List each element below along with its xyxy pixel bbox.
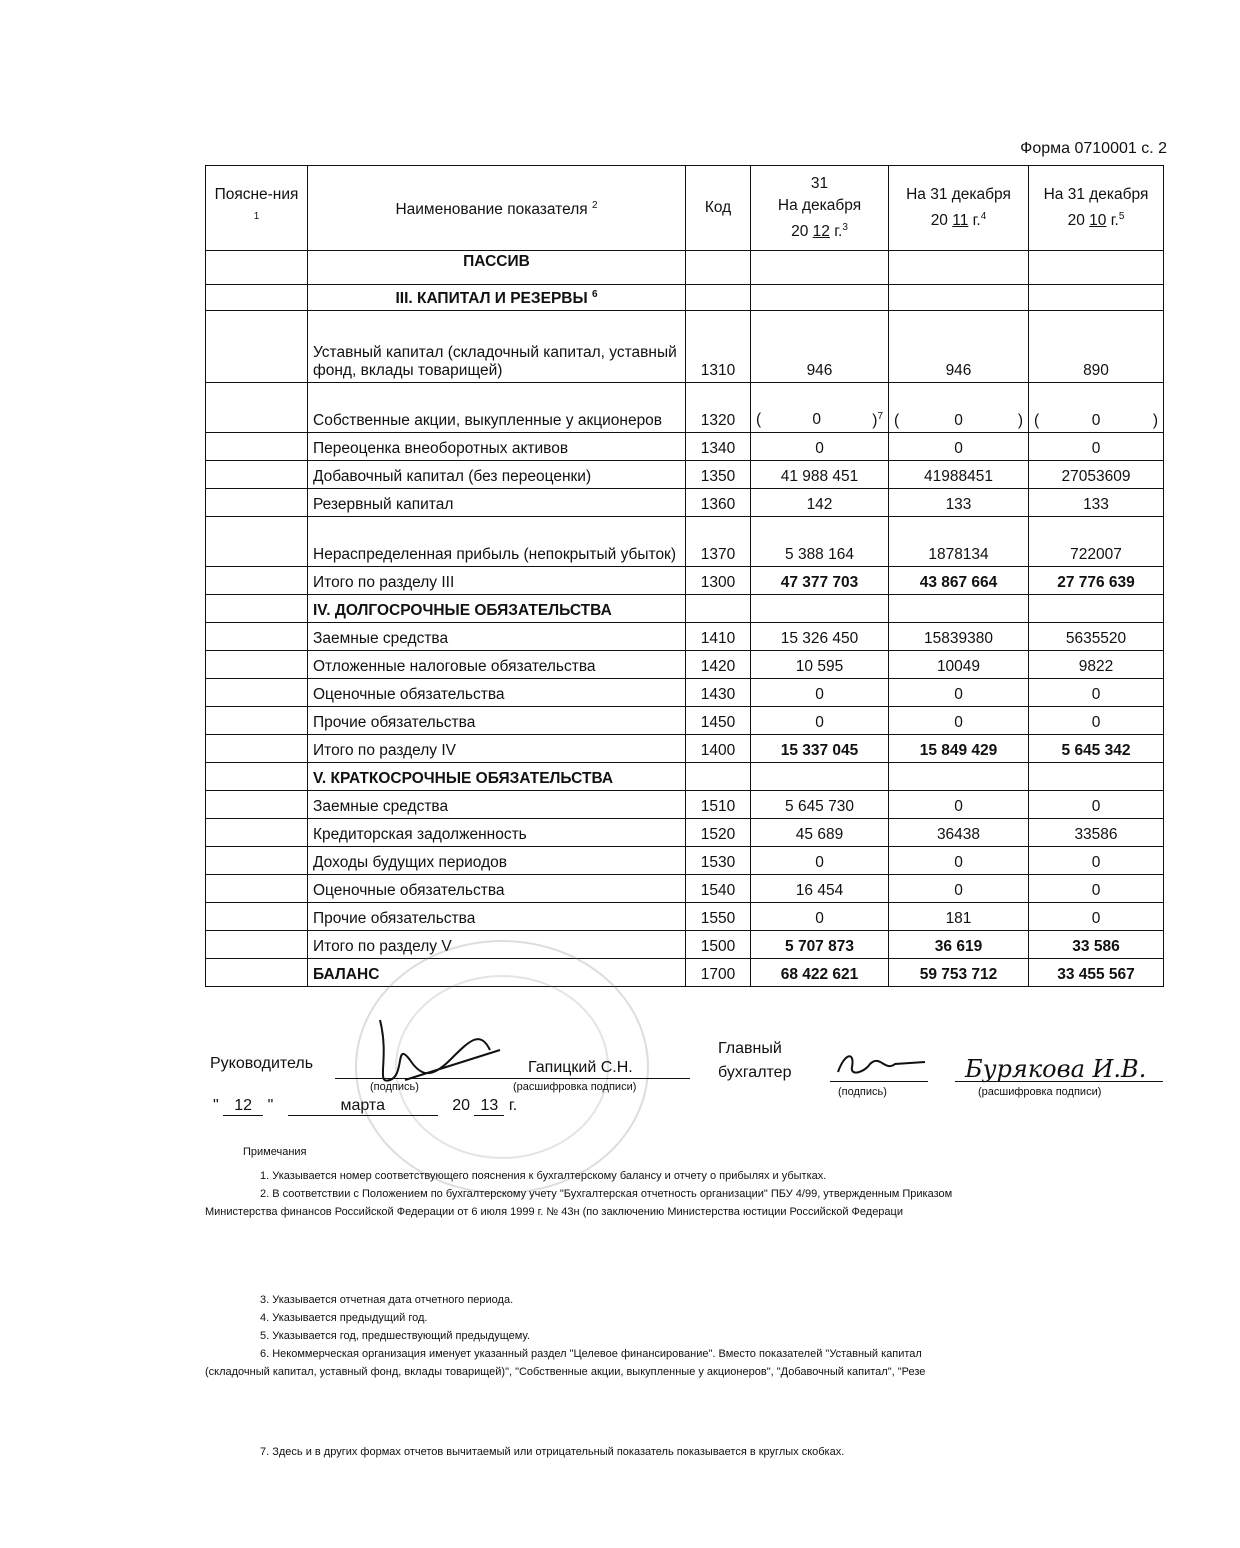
value-2012: 15 326 450: [751, 623, 889, 651]
section-heading-row: [206, 595, 1164, 623]
value-2012: 0: [751, 433, 889, 461]
header-row: [206, 166, 1164, 251]
value-2011: 0: [889, 847, 1029, 875]
value-2011: [889, 251, 1029, 285]
indicator-name: Доходы будущих периодов: [308, 847, 686, 875]
value-2011: 43 867 664: [889, 567, 1029, 595]
value-2011: 36438: [889, 819, 1029, 847]
value-2010: 0: [1029, 903, 1164, 931]
header-period-2010: На 31 декабря 20 10 г.$^5$: [1029, 166, 1164, 251]
value-2012: [751, 595, 889, 623]
value-2010: 890: [1029, 311, 1164, 383]
section-4-title: IV. ДОЛГОСРОЧНЫЕ ОБЯЗАТЕЛЬСТВА: [308, 595, 686, 623]
indicator-name: Оценочные обязательства: [308, 875, 686, 903]
value-2012: 16 454: [751, 875, 889, 903]
chief-decode-caption: (расшифровка подписи): [978, 1086, 1102, 1098]
date-line: " 12 " марта 20 13 г.: [213, 1097, 518, 1114]
table-row: [206, 707, 1164, 735]
value-2012: 41 988 451: [751, 461, 889, 489]
value-2011: 15 849 429: [889, 735, 1029, 763]
notes-cell: [206, 903, 308, 931]
notes-cell: [206, 433, 308, 461]
row-code: 1320: [686, 383, 751, 433]
row-code: 1520: [686, 819, 751, 847]
value-2012: 0: [751, 847, 889, 875]
row-code: 1360: [686, 489, 751, 517]
value-2010: 133: [1029, 489, 1164, 517]
table-row: [206, 931, 1164, 959]
header-notes: Поясне-ния $^1$: [206, 166, 308, 251]
row-code: 1410: [686, 623, 751, 651]
table-row: [206, 875, 1164, 903]
notes-cell: [206, 567, 308, 595]
table-row: [206, 903, 1164, 931]
row-code: 1500: [686, 931, 751, 959]
indicator-name: Собственные акции, выкупленные у акционеров: [308, 383, 686, 433]
value-2010: 0: [1029, 707, 1164, 735]
value-2011: [889, 285, 1029, 311]
section-heading-row: [206, 763, 1164, 791]
table-row: [206, 311, 1164, 383]
value-2011: ( 0 ): [889, 383, 1029, 433]
value-2011: 0: [889, 791, 1029, 819]
value-2011: 36 619: [889, 931, 1029, 959]
table-row: [206, 433, 1164, 461]
notes-cell: [206, 931, 308, 959]
value-2010: 0: [1029, 679, 1164, 707]
notes-cell: [206, 383, 308, 433]
value-2011: 133: [889, 489, 1029, 517]
value-2010: 0: [1029, 847, 1164, 875]
notes-cell: [206, 517, 308, 567]
head-decode-caption: (расшифровка подписи): [513, 1081, 637, 1093]
indicator-name: Прочие обязательства: [308, 707, 686, 735]
row-code: [686, 595, 751, 623]
notes-cell: [206, 623, 308, 651]
value-2011: 1878134: [889, 517, 1029, 567]
value-2012: 5 707 873: [751, 931, 889, 959]
notes-cell: [206, 707, 308, 735]
value-2012: 5 388 164: [751, 517, 889, 567]
value-2010: [1029, 763, 1164, 791]
value-2010: [1029, 251, 1164, 285]
value-2011: 181: [889, 903, 1029, 931]
balance-table: [205, 165, 1164, 987]
header-code: Код: [686, 166, 751, 251]
notes-cell: [206, 875, 308, 903]
notes-cell: [206, 959, 308, 987]
notes-title: Примечания: [243, 1146, 307, 1158]
value-2012: [751, 763, 889, 791]
notes-cell: [206, 763, 308, 791]
table-row: [206, 461, 1164, 489]
value-2012: 0: [751, 707, 889, 735]
value-2011: 59 753 712: [889, 959, 1029, 987]
value-2010: 27053609: [1029, 461, 1164, 489]
value-2010: 9822: [1029, 651, 1164, 679]
indicator-name: Итого по разделу V: [308, 931, 686, 959]
header-period-2011: На 31 декабря 20 11 г.$^4$: [889, 166, 1029, 251]
indicator-name: Резервный капитал: [308, 489, 686, 517]
value-2012: 47 377 703: [751, 567, 889, 595]
value-2011: 946: [889, 311, 1029, 383]
value-2010: 0: [1029, 791, 1164, 819]
section-5-title: V. КРАТКОСРОЧНЫЕ ОБЯЗАТЕЛЬСТВА: [308, 763, 686, 791]
value-2010: 33 586: [1029, 931, 1164, 959]
notes-cell: [206, 791, 308, 819]
table-row: [206, 489, 1164, 517]
value-2010: [1029, 595, 1164, 623]
value-2012: 45 689: [751, 819, 889, 847]
header-indicator: Наименование показателя $^2$: [308, 166, 686, 251]
value-2012: [751, 251, 889, 285]
indicator-name: БАЛАНС: [308, 959, 686, 987]
table-row: [206, 819, 1164, 847]
notes-cell: [206, 489, 308, 517]
head-label: Руководитель: [210, 1055, 314, 1072]
indicator-name: Добавочный капитал (без переоценки): [308, 461, 686, 489]
chief-sign-caption: (подпись): [838, 1086, 887, 1098]
value-2012: 15 337 045: [751, 735, 889, 763]
chief-signature: [830, 1042, 930, 1087]
indicator-name: Оценочные обязательства: [308, 679, 686, 707]
table-row: [206, 847, 1164, 875]
indicator-name: Итого по разделу IV: [308, 735, 686, 763]
indicator-name: Кредиторская задолженность: [308, 819, 686, 847]
head-name: Гапицкий С.Н.: [528, 1059, 633, 1076]
value-2012: 0: [751, 903, 889, 931]
head-signature: [360, 1000, 520, 1100]
notes-cell: [206, 461, 308, 489]
table-row: [206, 679, 1164, 707]
value-2011: 0: [889, 433, 1029, 461]
value-2011: [889, 595, 1029, 623]
row-code: 1450: [686, 707, 751, 735]
row-code: 1370: [686, 517, 751, 567]
row-code: 1310: [686, 311, 751, 383]
value-2012: 0: [751, 679, 889, 707]
header-period-2012: 31 На декабря 20 12 г.$^3$: [751, 166, 889, 251]
value-2011: 0: [889, 679, 1029, 707]
row-code: [686, 285, 751, 311]
table-row: [206, 623, 1164, 651]
row-code: 1400: [686, 735, 751, 763]
value-2012: 946: [751, 311, 889, 383]
section-heading-row: [206, 285, 1164, 311]
row-code: 1300: [686, 567, 751, 595]
value-2011: 41988451: [889, 461, 1029, 489]
notes-cell: [206, 847, 308, 875]
notes-cell: [206, 595, 308, 623]
indicator-name: Заемные средства: [308, 623, 686, 651]
row-code: [686, 763, 751, 791]
value-2012: 68 422 621: [751, 959, 889, 987]
section-passive-title: ПАССИВ: [308, 251, 686, 285]
row-code: 1530: [686, 847, 751, 875]
value-2011: [889, 763, 1029, 791]
notes-cell: [206, 311, 308, 383]
row-code: 1350: [686, 461, 751, 489]
indicator-name: Итого по разделу III: [308, 567, 686, 595]
indicator-name: Заемные средства: [308, 791, 686, 819]
notes-block-2: 3. Указывается отчетная дата отчетного периода. 4. Указывается предыдущий год. 5. Указывается год, предшествующий предыдущему. 6. Некоммерческая организация именует указанный раздел "Целевое финансирование". Вместо показателей "Уставный капитал (складочный капитал, уставный фонд, вклады товарищей)", "Собственные акции, выкупленные у акционеров", "Добавочный капитал", "Резе: [205, 1294, 926, 1378]
value-2011: 10049: [889, 651, 1029, 679]
note-7: 7. Здесь и в других формах отчетов вычитаемый или отрицательный показатель показывается в круглых скобках.: [260, 1446, 845, 1458]
notes-cell: [206, 735, 308, 763]
row-code: 1540: [686, 875, 751, 903]
value-2011: 15839380: [889, 623, 1029, 651]
indicator-name: Отложенные налоговые обязательства: [308, 651, 686, 679]
table-row: [206, 567, 1164, 595]
indicator-name: Нераспределенная прибыль (непокрытый убыток): [308, 517, 686, 567]
notes-cell: [206, 819, 308, 847]
notes-cell: [206, 679, 308, 707]
indicator-name: Переоценка внеоборотных активов: [308, 433, 686, 461]
chief-name-handwritten: Бурякова И.В.: [965, 1055, 1147, 1083]
table-row: [206, 517, 1164, 567]
value-2010: [1029, 285, 1164, 311]
value-2010: 5635520: [1029, 623, 1164, 651]
value-2012: 10 595: [751, 651, 889, 679]
value-2012: ( 0 )$^7$: [751, 383, 889, 433]
value-2010: 27 776 639: [1029, 567, 1164, 595]
notes-cell: [206, 285, 308, 311]
row-code: 1510: [686, 791, 751, 819]
value-2010: 722007: [1029, 517, 1164, 567]
row-code: 1340: [686, 433, 751, 461]
table-row: [206, 735, 1164, 763]
value-2011: 0: [889, 707, 1029, 735]
table-row: [206, 791, 1164, 819]
section-heading-row: [206, 251, 1164, 285]
value-2012: [751, 285, 889, 311]
value-2010: 33586: [1029, 819, 1164, 847]
head-sign-caption: (подпись): [370, 1081, 419, 1093]
notes-cell: [206, 651, 308, 679]
row-code: 1430: [686, 679, 751, 707]
form-label: Форма 0710001 с. 2: [1020, 140, 1167, 157]
value-2010: ( 0 ): [1029, 383, 1164, 433]
row-code: [686, 251, 751, 285]
balance-row: [206, 959, 1164, 987]
table-row: [206, 651, 1164, 679]
notes-block-1: 1. Указывается номер соответствующего пояснения к бухгалтерскому балансу и отчету о прибылях и убытках. 2. В соответствии с Положением по бухгалтерскому учету "Бухгалтерская отчетность организации" ПБУ 4/99, утвержденным Приказом Министерства финансов Российской Федерации от 6 июля 1999 г. № 43н (по заключению Министерства юстиции Российской Федераци: [205, 1170, 953, 1218]
row-code: 1700: [686, 959, 751, 987]
indicator-name: Прочие обязательства: [308, 903, 686, 931]
table-row: [206, 383, 1164, 433]
indicator-name: Уставный капитал (складочный капитал, уставный фонд, вклады товарищей): [308, 311, 686, 383]
value-2010: 33 455 567: [1029, 959, 1164, 987]
notes-cell: [206, 251, 308, 285]
value-2011: 0: [889, 875, 1029, 903]
value-2010: 0: [1029, 875, 1164, 903]
value-2012: 142: [751, 489, 889, 517]
value-2012: 5 645 730: [751, 791, 889, 819]
chief-label: Главный бухгалтер: [718, 1040, 792, 1081]
value-2010: 5 645 342: [1029, 735, 1164, 763]
value-2010: 0: [1029, 433, 1164, 461]
row-code: 1550: [686, 903, 751, 931]
section-3-title: III. КАПИТАЛ И РЕЗЕРВЫ $^6$: [308, 285, 686, 311]
row-code: 1420: [686, 651, 751, 679]
